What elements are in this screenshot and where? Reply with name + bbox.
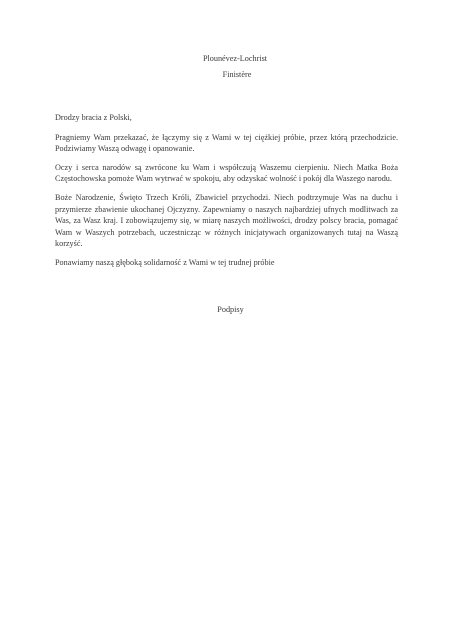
region-name: Finistère: [222, 70, 252, 79]
place-name: Plounévez-Lochrist: [202, 54, 268, 63]
letter-body: [55, 112, 398, 269]
letter-greeting: Drodzy bracia z Polski,: [55, 113, 132, 122]
letter-paragraph: Pragniemy Wam przekazać, że łączymy się z Wami w tej ciężkiej próbie, przez którą przechodzicie. Podziwiamy Waszą odwagę i opanowanie.: [55, 132, 398, 154]
signature: Podpisy: [217, 305, 244, 314]
letter-paragraph: Boże Narodzenie, Święto Trzech Króli, Zbawiciel przychodzi. Niech podtrzymuje Was na duchu i przymierze zbawienie ukochanej Ojczyzny. Zapewniamy o naszych najbardziej ufnych modlitwach za Was, za Wasz kraj. I zobowiązujemy się, w miarę naszych możliwości, drodzy polscy bracia, pomagać Wam w Waszych potrzebach, uczestnicząc w różnych inicjatywach organizowanych tutaj na Waszą korzyść.: [55, 192, 398, 249]
letter-closing: Ponawiamy naszą głęboką solidarność z Wami w tej trudnej próbie: [55, 257, 275, 267]
letter-paragraph: Oczy i serca narodów są zwrócone ku Wam i współczują Waszemu cierpieniu. Niech Matka Boża Częstochowska pomoże Wam wytrwać w spokoju, aby odzyskać wolność i pokój dla Waszego narodu.: [55, 162, 398, 184]
